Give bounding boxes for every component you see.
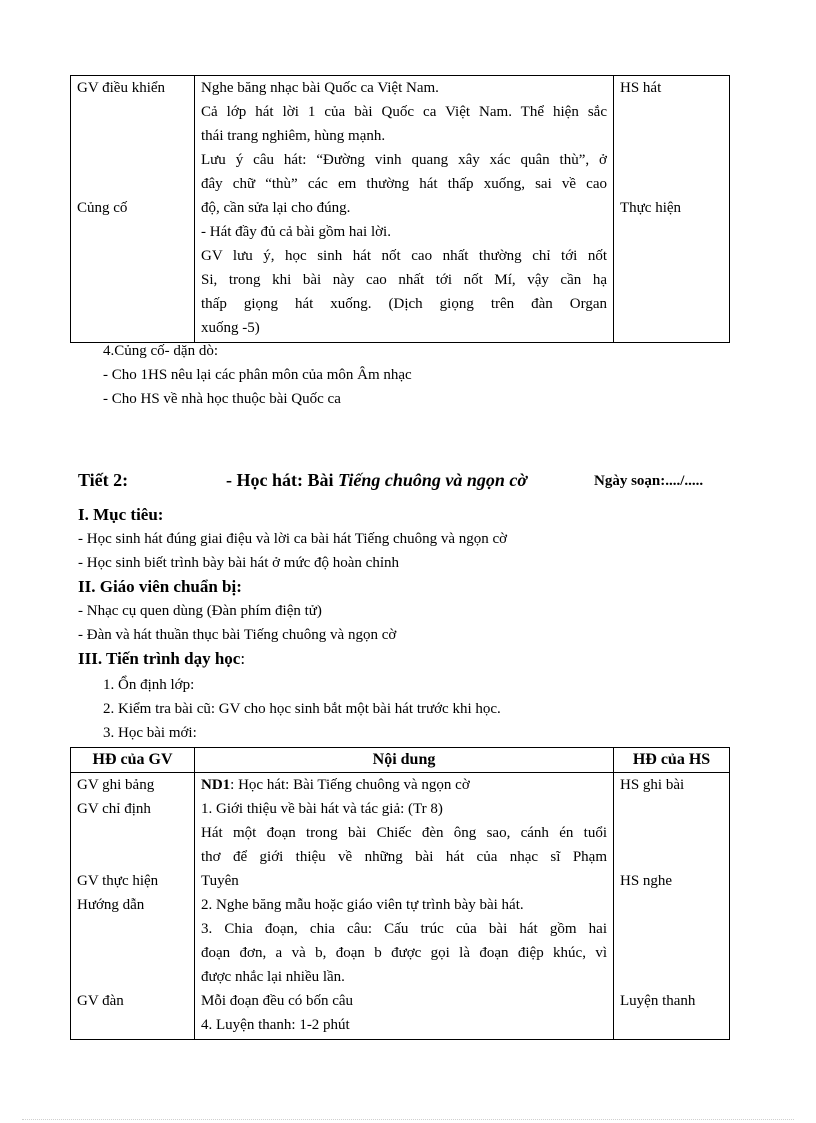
section-procedure bbox=[78, 647, 245, 671]
table2-col-student bbox=[614, 773, 730, 1040]
table1-line: xuống -5) bbox=[201, 320, 260, 336]
table2-teacher-line bbox=[77, 941, 188, 965]
table2-line: Mỗi đoạn đều có bốn câu bbox=[201, 993, 354, 1009]
table2-content-first bbox=[201, 773, 607, 797]
table2-student-line: Luyện thanh bbox=[620, 993, 696, 1009]
table2-teacher-line: GV thực hiện bbox=[77, 873, 159, 889]
table2-student-line: HS ghi bài bbox=[620, 777, 685, 793]
table2-line: Tuyên bbox=[201, 873, 239, 889]
table1-line: Lưu ý câu hát: “Đường vinh quang xây xác quân thù”, ở bbox=[201, 152, 607, 168]
table2-col-content bbox=[195, 773, 614, 1040]
table2-student-line bbox=[620, 1013, 723, 1037]
prep-date: Ngày soạn:..../..... bbox=[594, 473, 704, 489]
table2-line: được nhắc lại nhiều lần. bbox=[201, 969, 345, 985]
section-preparation: II. Giáo viên chuẩn bị: bbox=[78, 577, 242, 596]
table2-student-line bbox=[620, 941, 723, 965]
table1-line: độ, cần sửa lại cho đúng. bbox=[201, 200, 351, 216]
procedure-colon: : bbox=[240, 649, 246, 668]
table2-teacher-line: GV ghi bảng bbox=[77, 777, 155, 793]
table2-student-line bbox=[620, 821, 723, 845]
table1-line: Si, trong khi bài này cao nhất tới nốt Mí, vậy cần hạ bbox=[201, 272, 607, 288]
header-teacher-activity: HĐ của GV bbox=[71, 748, 195, 773]
procedure-heading: III. Tiến trình dạy học bbox=[78, 649, 241, 668]
table1-line: thấp giọng hát xuống. (Dịch giọng trên đàn Organ bbox=[201, 296, 607, 312]
song-title: Tiếng chuông và ngọn cờ bbox=[338, 470, 528, 490]
table1-student-1: HS hát bbox=[620, 80, 662, 96]
page-footer-divider bbox=[22, 1119, 794, 1120]
preparation-item: - Đàn và hát thuần thục bài Tiếng chuông và ngọn cờ bbox=[78, 627, 397, 643]
preparation-list bbox=[78, 599, 396, 647]
homework-item: - Cho 1HS nêu lại các phân môn của môn Âm nhạc bbox=[103, 367, 412, 383]
table1-teacher-2: Củng cố bbox=[77, 200, 128, 216]
nd1-text: : Học hát: Bài Tiếng chuông và ngọn cờ bbox=[230, 777, 470, 793]
table1-col-student bbox=[614, 76, 730, 343]
table1-line: Nghe băng nhạc bài Quốc ca Việt Nam. bbox=[201, 80, 439, 96]
homework-item: - Cho HS về nhà học thuộc bài Quốc ca bbox=[103, 391, 341, 407]
table2-col-teacher bbox=[71, 773, 195, 1040]
table2-student-line bbox=[620, 917, 723, 941]
table2-teacher-line: GV đàn bbox=[77, 993, 124, 1009]
consolidation-heading: 4.Củng cố- dặn dò: bbox=[103, 343, 218, 359]
procedure-item: 3. Học bài mới: bbox=[103, 725, 197, 741]
activity-table-1 bbox=[70, 75, 730, 343]
table1-line: Cả lớp hát lời 1 của bài Quốc ca Việt Nam. Thể hiện sắc bbox=[201, 104, 607, 120]
table1-line: GV lưu ý, học sinh hát nốt cao nhất thường chỉ tới nốt bbox=[201, 248, 607, 264]
table2-line: đoạn đơn, a và b, đoạn b được gọi là đoạn điệp khúc, vì bbox=[201, 945, 607, 961]
homework-block bbox=[103, 339, 412, 411]
lesson-title-prefix: - Học hát: Bài bbox=[226, 470, 338, 490]
table1-line: - Hát đầy đủ cả bài gồm hai lời. bbox=[201, 224, 391, 240]
table2-student-line bbox=[620, 797, 723, 821]
objective-item: - Học sinh biết trình bày bài hát ở mức độ hoàn chỉnh bbox=[78, 555, 399, 571]
procedure-item: 2. Kiểm tra bài cũ: GV cho học sinh bắt một bài hát trước khi học. bbox=[103, 701, 501, 717]
objective-item: - Học sinh hát đúng giai điệu và lời ca bài hát Tiếng chuông và ngọn cờ bbox=[78, 531, 508, 547]
procedure-list bbox=[103, 673, 501, 745]
objectives-list bbox=[78, 527, 507, 575]
section-objectives: I. Mục tiêu: bbox=[78, 505, 164, 524]
table2-line: 4. Luyện thanh: 1-2 phút bbox=[201, 1017, 350, 1033]
table2-line: Hát một đoạn trong bài Chiếc đèn ông sao, cánh én tuổi bbox=[201, 825, 607, 841]
table2-teacher-line bbox=[77, 845, 188, 869]
table2-teacher-line: Hướng dẫn bbox=[77, 897, 145, 913]
table2-line: 1. Giới thiệu về bài hát và tác giả: (Tr 8) bbox=[201, 801, 443, 817]
preparation-item: - Nhạc cụ quen dùng (Đàn phím điện tử) bbox=[78, 603, 322, 619]
table2-student-line bbox=[620, 965, 723, 989]
table2-teacher-line bbox=[77, 821, 188, 845]
table2-teacher-line: GV chỉ định bbox=[77, 801, 151, 817]
table2-line: 3. Chia đoạn, chia câu: Cấu trúc của bài hát gồm hai bbox=[201, 921, 607, 937]
table2-teacher-line bbox=[77, 917, 188, 941]
table2-teacher-line bbox=[77, 965, 188, 989]
nd1-label: ND1 bbox=[201, 777, 231, 793]
table2-student-line: HS nghe bbox=[620, 873, 673, 889]
header-student-activity: HĐ của HS bbox=[614, 748, 730, 773]
table2-student-line bbox=[620, 893, 723, 917]
table2-line: 2. Nghe băng mẫu hoặc giáo viên tự trình bày bài hát. bbox=[201, 897, 524, 913]
table2-line: thơ để giới thiệu về những bài hát của nhạc sĩ Phạm bbox=[201, 849, 607, 865]
table1-col-content bbox=[195, 76, 614, 343]
lesson-number: Tiết 2: bbox=[78, 470, 129, 490]
header-content: Nội dung bbox=[195, 748, 614, 773]
table1-line: thái trang nghiêm, hùng mạnh. bbox=[201, 128, 386, 144]
table1-line: đây chữ “thù” các em thường hát thấp xuống, sai về cao bbox=[201, 176, 607, 192]
table2-teacher-line bbox=[77, 1013, 188, 1037]
table1-teacher-1: GV điều khiển bbox=[77, 80, 166, 96]
table1-col-teacher bbox=[71, 76, 195, 343]
activity-table-2 bbox=[70, 747, 730, 1040]
lesson-title bbox=[226, 467, 527, 493]
procedure-item: 1. Ổn định lớp: bbox=[103, 677, 195, 693]
table2-student-line bbox=[620, 845, 723, 869]
table1-student-2: Thực hiện bbox=[620, 200, 682, 216]
